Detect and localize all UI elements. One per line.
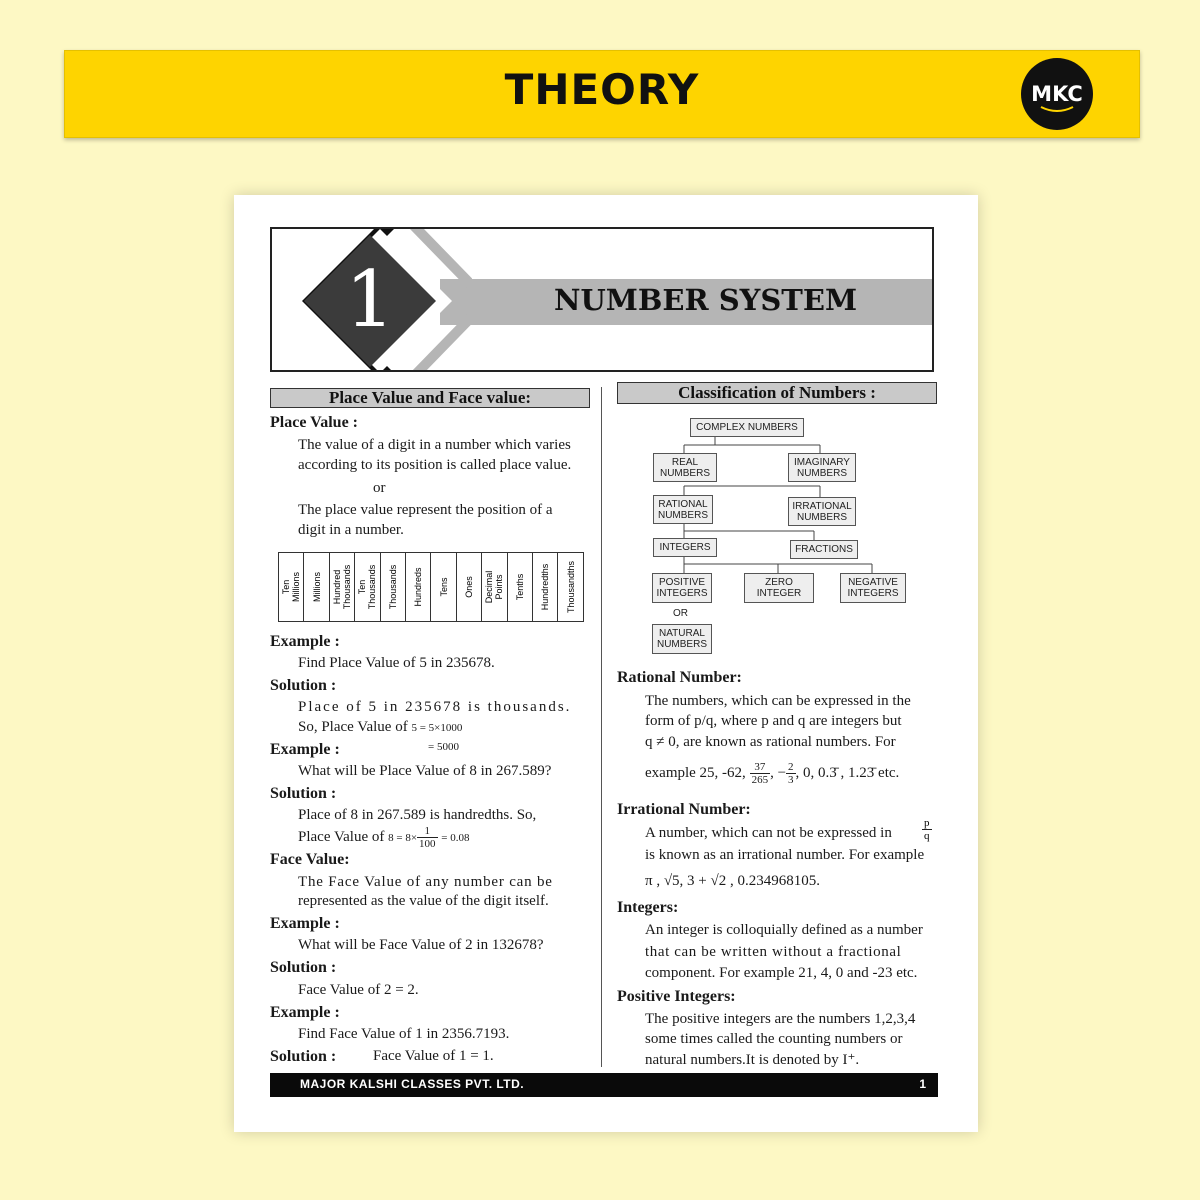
rn-line: form of p/q, where p and q are integers but [645,713,902,729]
solution-label: Solution : [270,959,337,976]
node-real-numbers: REAL NUMBERS [653,453,717,482]
int-line: An integer is colloquially defined as a number [645,922,923,938]
solution-text: Face Value of 2 = 2. [298,982,419,998]
node-integers: INTEGERS [653,538,717,557]
numerator: 2 [788,761,794,773]
positive-integers-heading: Positive Integers: [617,988,736,1005]
pi-line: some times called the counting numbers or [645,1031,903,1047]
rn-example-part: example 25, -62, [645,764,746,781]
rational-heading: Rational Number: [617,669,742,686]
node-zero-integer: ZERO INTEGER [744,573,814,603]
place-value-column-label: Thousands [387,564,398,610]
denominator: 3 [788,774,794,786]
theory-banner [64,50,1140,138]
solution-label: Solution : [270,677,337,694]
chapter-number: 1 [345,255,395,345]
numerator: p [924,817,930,829]
solution-label: Solution : [270,785,337,802]
rn-line: q ≠ 0, are known as rational numbers. For [645,734,896,750]
chapter-title: NUMBER SYSTEM [554,283,858,317]
solution-label: Solution : [270,1048,337,1065]
pv-line: according to its position is called place value. [298,457,572,473]
example-label: Example : [270,633,340,650]
node-natural-numbers: NATURAL NUMBERS [652,624,712,654]
banner-title: THEORY [504,65,700,114]
pi-line: The positive integers are the numbers 1,2,3,4 [645,1011,916,1027]
solution-text-part: So, Place Value of [298,719,408,735]
textbook-page [234,195,978,1132]
logo-arc-icon [1039,105,1075,113]
face-value-heading: Face Value: [270,851,350,868]
fraction [786,761,796,786]
fv-line: The Face Value of any number can be [298,874,553,890]
ir-line: π , √5, 3 + √2 , 0.234968105. [645,873,820,889]
place-value-column-label: Millions [311,571,322,603]
fv-line: represented as the value of the digit itself. [298,893,549,909]
solution-text-part: Place Value of [298,828,385,845]
node-negative-integers: NEGATIVE INTEGERS [840,573,906,603]
node-irrational-numbers: IRRATIONAL NUMBERS [788,497,856,526]
section-place-value: Place Value and Face value: [270,388,590,408]
example-label: Example : [270,741,340,758]
denominator: 100 [419,838,436,850]
pv-line: The value of a digit in a number which varies [298,437,571,453]
ir-line [645,825,892,842]
math-expression: = 5000 [428,741,459,753]
mkc-logo [1021,58,1093,130]
node-imaginary-numbers: IMAGINARY NUMBERS [788,453,856,482]
node-positive-integers: POSITIVE INTEGERS [652,573,712,603]
ir-line: is known as an irrational number. For example [645,847,925,863]
denominator: 265 [751,774,769,786]
place-value-column-label: Hundred Thousands [332,564,353,610]
irrational-heading: Irrational Number: [617,801,751,818]
page-number: 1 [919,1077,926,1091]
solution-text: Place of 8 in 267.589 is handredths. So, [298,807,537,823]
fraction [750,761,771,786]
place-value-column-label: Thousandths [565,560,576,614]
integers-heading: Integers: [617,899,679,916]
math-expression: 5 = 5×1000 [411,722,463,734]
node-or-label: OR [673,608,688,619]
example-label: Example : [270,915,340,932]
place-value-column-label: Decimal Points [484,570,505,604]
solution-text [298,719,462,736]
math-expression: 8 = 8× [388,831,418,844]
logo-text: MKC [1031,82,1083,106]
place-value-column-label: Ones [464,576,475,598]
numerator: 1 [417,825,438,838]
solution-text [298,825,470,850]
example-text: What will be Face Value of 2 in 132678? [298,937,544,953]
example-label: Example : [270,1004,340,1021]
node-fractions: FRACTIONS [790,540,858,559]
place-value-column-label: Tenths [514,573,525,601]
numerator: 37 [750,761,771,774]
place-value-column-label: Hundreds [413,567,424,607]
solution-text: Place of 5 in 235678 is thousands. [298,699,572,715]
int-line: component. For example 21, 4, 0 and -23 etc. [645,965,918,981]
place-value-column-label: Hundredths [540,563,551,611]
solution-text: Face Value of 1 = 1. [373,1048,494,1064]
rn-example-part: , 0, 0.3̄ , 1.23̄ etc. [795,764,900,781]
rn-line: The numbers, which can be expressed in the [645,693,911,709]
place-value-column-label: Ten Thousands [357,564,378,610]
page-footer [270,1073,938,1097]
example-text: Find Face Value of 1 in 2356.7193. [298,1026,510,1042]
math-expression: = 0.08 [441,831,470,844]
node-complex-numbers: COMPLEX NUMBERS [690,418,804,437]
example-text: What will be Place Value of 8 in 267.589? [298,763,552,779]
denominator: q [924,830,930,842]
or-text: or [373,480,386,496]
pv-line: The place value represent the position of a [298,502,553,518]
pv-line: digit in a number. [298,522,404,538]
place-value-heading: Place Value : [270,414,358,431]
node-rational-numbers: RATIONAL NUMBERS [653,495,713,524]
fraction [922,817,932,842]
rn-example [645,761,899,786]
pi-line: natural numbers.It is denoted by I⁺. [645,1052,860,1068]
rn-example-part: , − [770,764,787,781]
ir-line-part: A number, which can not be expressed in [645,825,892,841]
example-text: Find Place Value of 5 in 235678. [298,655,495,671]
place-value-column-label: Ten Millions [281,571,302,603]
int-line: that can be written without a fractional [645,944,902,960]
section-classification: Classification of Numbers : [617,382,937,404]
footer-publisher: MAJOR KALSHI CLASSES PVT. LTD. [300,1077,525,1091]
place-value-column-label: Tens [438,577,449,597]
fraction [417,825,438,850]
